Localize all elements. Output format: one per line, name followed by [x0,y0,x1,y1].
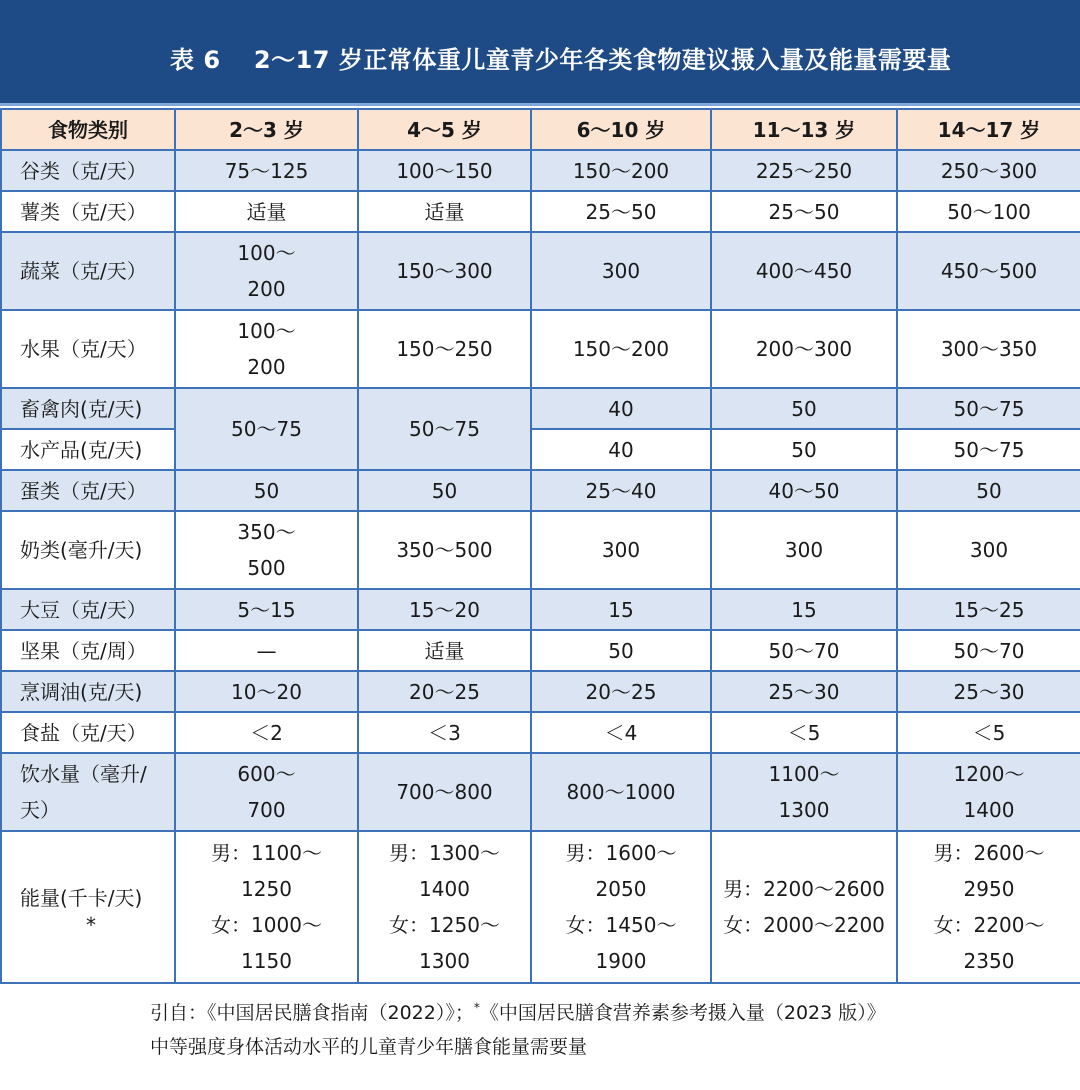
cell: 450～500 [897,232,1080,310]
cell: 15 [711,589,897,630]
cell-line: 1150 [241,949,292,973]
cell: 20～25 [531,671,711,712]
row-label: 烹调油(克/天) [1,671,175,712]
cell: 50 [175,470,358,511]
cell: 40 [531,429,711,470]
cell-line: 200 [247,355,286,379]
cell: 50～75 [897,388,1080,429]
cell-line: 2950 [963,877,1015,901]
cell-line: 1100～ [768,762,840,786]
cell: 300 [531,511,711,589]
cell: ＜5 [897,712,1080,753]
cell: 25～40 [531,470,711,511]
cell: — [175,630,358,671]
cell-line: 1300 [419,949,470,973]
header-cell: 14～17 岁 [897,109,1080,150]
cell-line: 200 [247,277,286,301]
cell [175,753,358,831]
cell: 400～450 [711,232,897,310]
cell: ＜5 [711,712,897,753]
cell: 150～300 [358,232,531,310]
row-label: 蔬菜（克/天） [1,232,175,310]
cell-line: 女：1450～ [565,913,677,937]
row-label: 蛋类（克/天） [1,470,175,511]
cell: 15～20 [358,589,531,630]
cell: 50～75 [175,388,358,470]
cell: 50～75 [358,388,531,470]
cell [175,511,358,589]
cell-line: 男：2600～ [933,841,1045,865]
cell-line: 男：2200～2600 [723,877,885,901]
table-row [1,831,1080,983]
cell-line: 能量(千卡/天) [20,886,143,910]
table-title: 表 6 2～17 岁正常体重儿童青少年各类食物建议摄入量及能量需要量 [170,46,952,74]
cell [711,831,897,983]
cell: 50 [897,470,1080,511]
header-cell: 11～13 岁 [711,109,897,150]
cell: 20～25 [358,671,531,712]
cell-line: 600～ [237,762,296,786]
row-label: 大豆（克/天） [1,589,175,630]
table-row [1,388,1080,429]
cell: 50～75 [897,429,1080,470]
cell: 150～200 [531,310,711,388]
table-row [1,310,1080,388]
cell [897,753,1080,831]
cell [175,232,358,310]
cell-line: * [86,913,96,937]
cell: 150～250 [358,310,531,388]
row-label: 水产品(克/天) [1,429,175,470]
cell: 25～50 [531,191,711,232]
cell: 5～15 [175,589,358,630]
row-label [1,753,175,831]
cell: 150～200 [531,150,711,191]
cell [175,831,358,983]
cell: 250～300 [897,150,1080,191]
cell-line: 1900 [595,949,647,973]
cell-line: 500 [247,556,286,580]
cell-line: 男：1300～ [389,841,500,865]
asterisk-mark: * [473,1000,480,1015]
cell-line: 1400 [963,798,1015,822]
row-label: 奶类(毫升/天) [1,511,175,589]
cell: 50 [711,388,897,429]
cell: 25～50 [711,191,897,232]
cell [897,831,1080,983]
cell: 50 [711,429,897,470]
cell-line: 男：1100～ [211,841,322,865]
cell [711,753,897,831]
row-label: 谷类（克/天） [1,150,175,191]
cell: 800～1000 [531,753,711,831]
cell: 50～70 [897,630,1080,671]
cell: 200～300 [711,310,897,388]
cell: 75～125 [175,150,358,191]
header-cell: 食物类别 [1,109,175,150]
table-row [1,191,1080,232]
row-label: 薯类（克/天） [1,191,175,232]
cell: 适量 [358,630,531,671]
header-cell: 6～10 岁 [531,109,711,150]
cell: ＜2 [175,712,358,753]
cell: ＜3 [358,712,531,753]
table-row [1,232,1080,310]
cell-line: 2050 [595,877,647,901]
cell-line: 100～ [237,319,296,343]
cell-line: 男：1600～ [565,841,677,865]
footnote-source-line [150,996,886,1030]
table-row [1,630,1080,671]
cell: 40～50 [711,470,897,511]
header-cell: 2～3 岁 [175,109,358,150]
table-row [1,712,1080,753]
cell: 225～250 [711,150,897,191]
footnote [150,996,886,1064]
source-text: 引自：《中国居民膳食指南（2022）》； [150,1002,474,1024]
cell-line: 女：1250～ [389,913,500,937]
row-label [1,831,175,983]
cell [531,831,711,983]
table-row [1,470,1080,511]
food-intake-table [0,108,1080,984]
cell-line: 100～ [237,241,296,265]
source-text: 《中国居民膳食营养素参考摄入量（2023 版）》 [479,1002,886,1024]
cell: 50～70 [711,630,897,671]
cell: 700～800 [358,753,531,831]
cell-line: 女：1000～ [211,913,322,937]
table-row [1,511,1080,589]
cell: 10～20 [175,671,358,712]
cell-line: 2350 [963,949,1015,973]
cell-line: 1200～ [953,762,1025,786]
cell: ＜4 [531,712,711,753]
table-row [1,753,1080,831]
cell: 300 [897,511,1080,589]
cell: 300～350 [897,310,1080,388]
cell: 适量 [175,191,358,232]
footnote-note-line: 中等强度身体活动水平的儿童青少年膳食能量需要量 [150,1036,588,1058]
cell-line: 1300 [778,798,830,822]
cell-line: 1400 [419,877,470,901]
header-cell: 4～5 岁 [358,109,531,150]
cell: 50 [531,630,711,671]
cell-line: 1250 [241,877,292,901]
cell: 100～150 [358,150,531,191]
table-row [1,671,1080,712]
cell: 25～30 [897,671,1080,712]
cell: 25～30 [711,671,897,712]
cell-line: 700 [247,798,286,822]
cell [175,310,358,388]
cell: 40 [531,388,711,429]
cell: 350～500 [358,511,531,589]
cell: 50 [358,470,531,511]
cell-line: 350～ [237,520,296,544]
cell-line: 女：2200～ [933,913,1045,937]
cell: 300 [531,232,711,310]
cell: 50～100 [897,191,1080,232]
row-label: 畜禽肉(克/天) [1,388,175,429]
row-label: 坚果（克/周） [1,630,175,671]
table-row [1,429,1080,470]
row-label: 水果（克/天） [1,310,175,388]
cell: 15 [531,589,711,630]
cell-line: 饮水量（毫升/ [20,762,147,786]
cell: 适量 [358,191,531,232]
cell: 15～25 [897,589,1080,630]
cell [358,831,531,983]
table-row [1,150,1080,191]
cell: 300 [711,511,897,589]
table-row [1,589,1080,630]
title-banner [0,0,1080,106]
row-label: 食盐（克/天） [1,712,175,753]
cell-line: 女：2000～2200 [723,913,885,937]
cell-line: 天） [20,798,60,822]
header-row [1,109,1080,150]
